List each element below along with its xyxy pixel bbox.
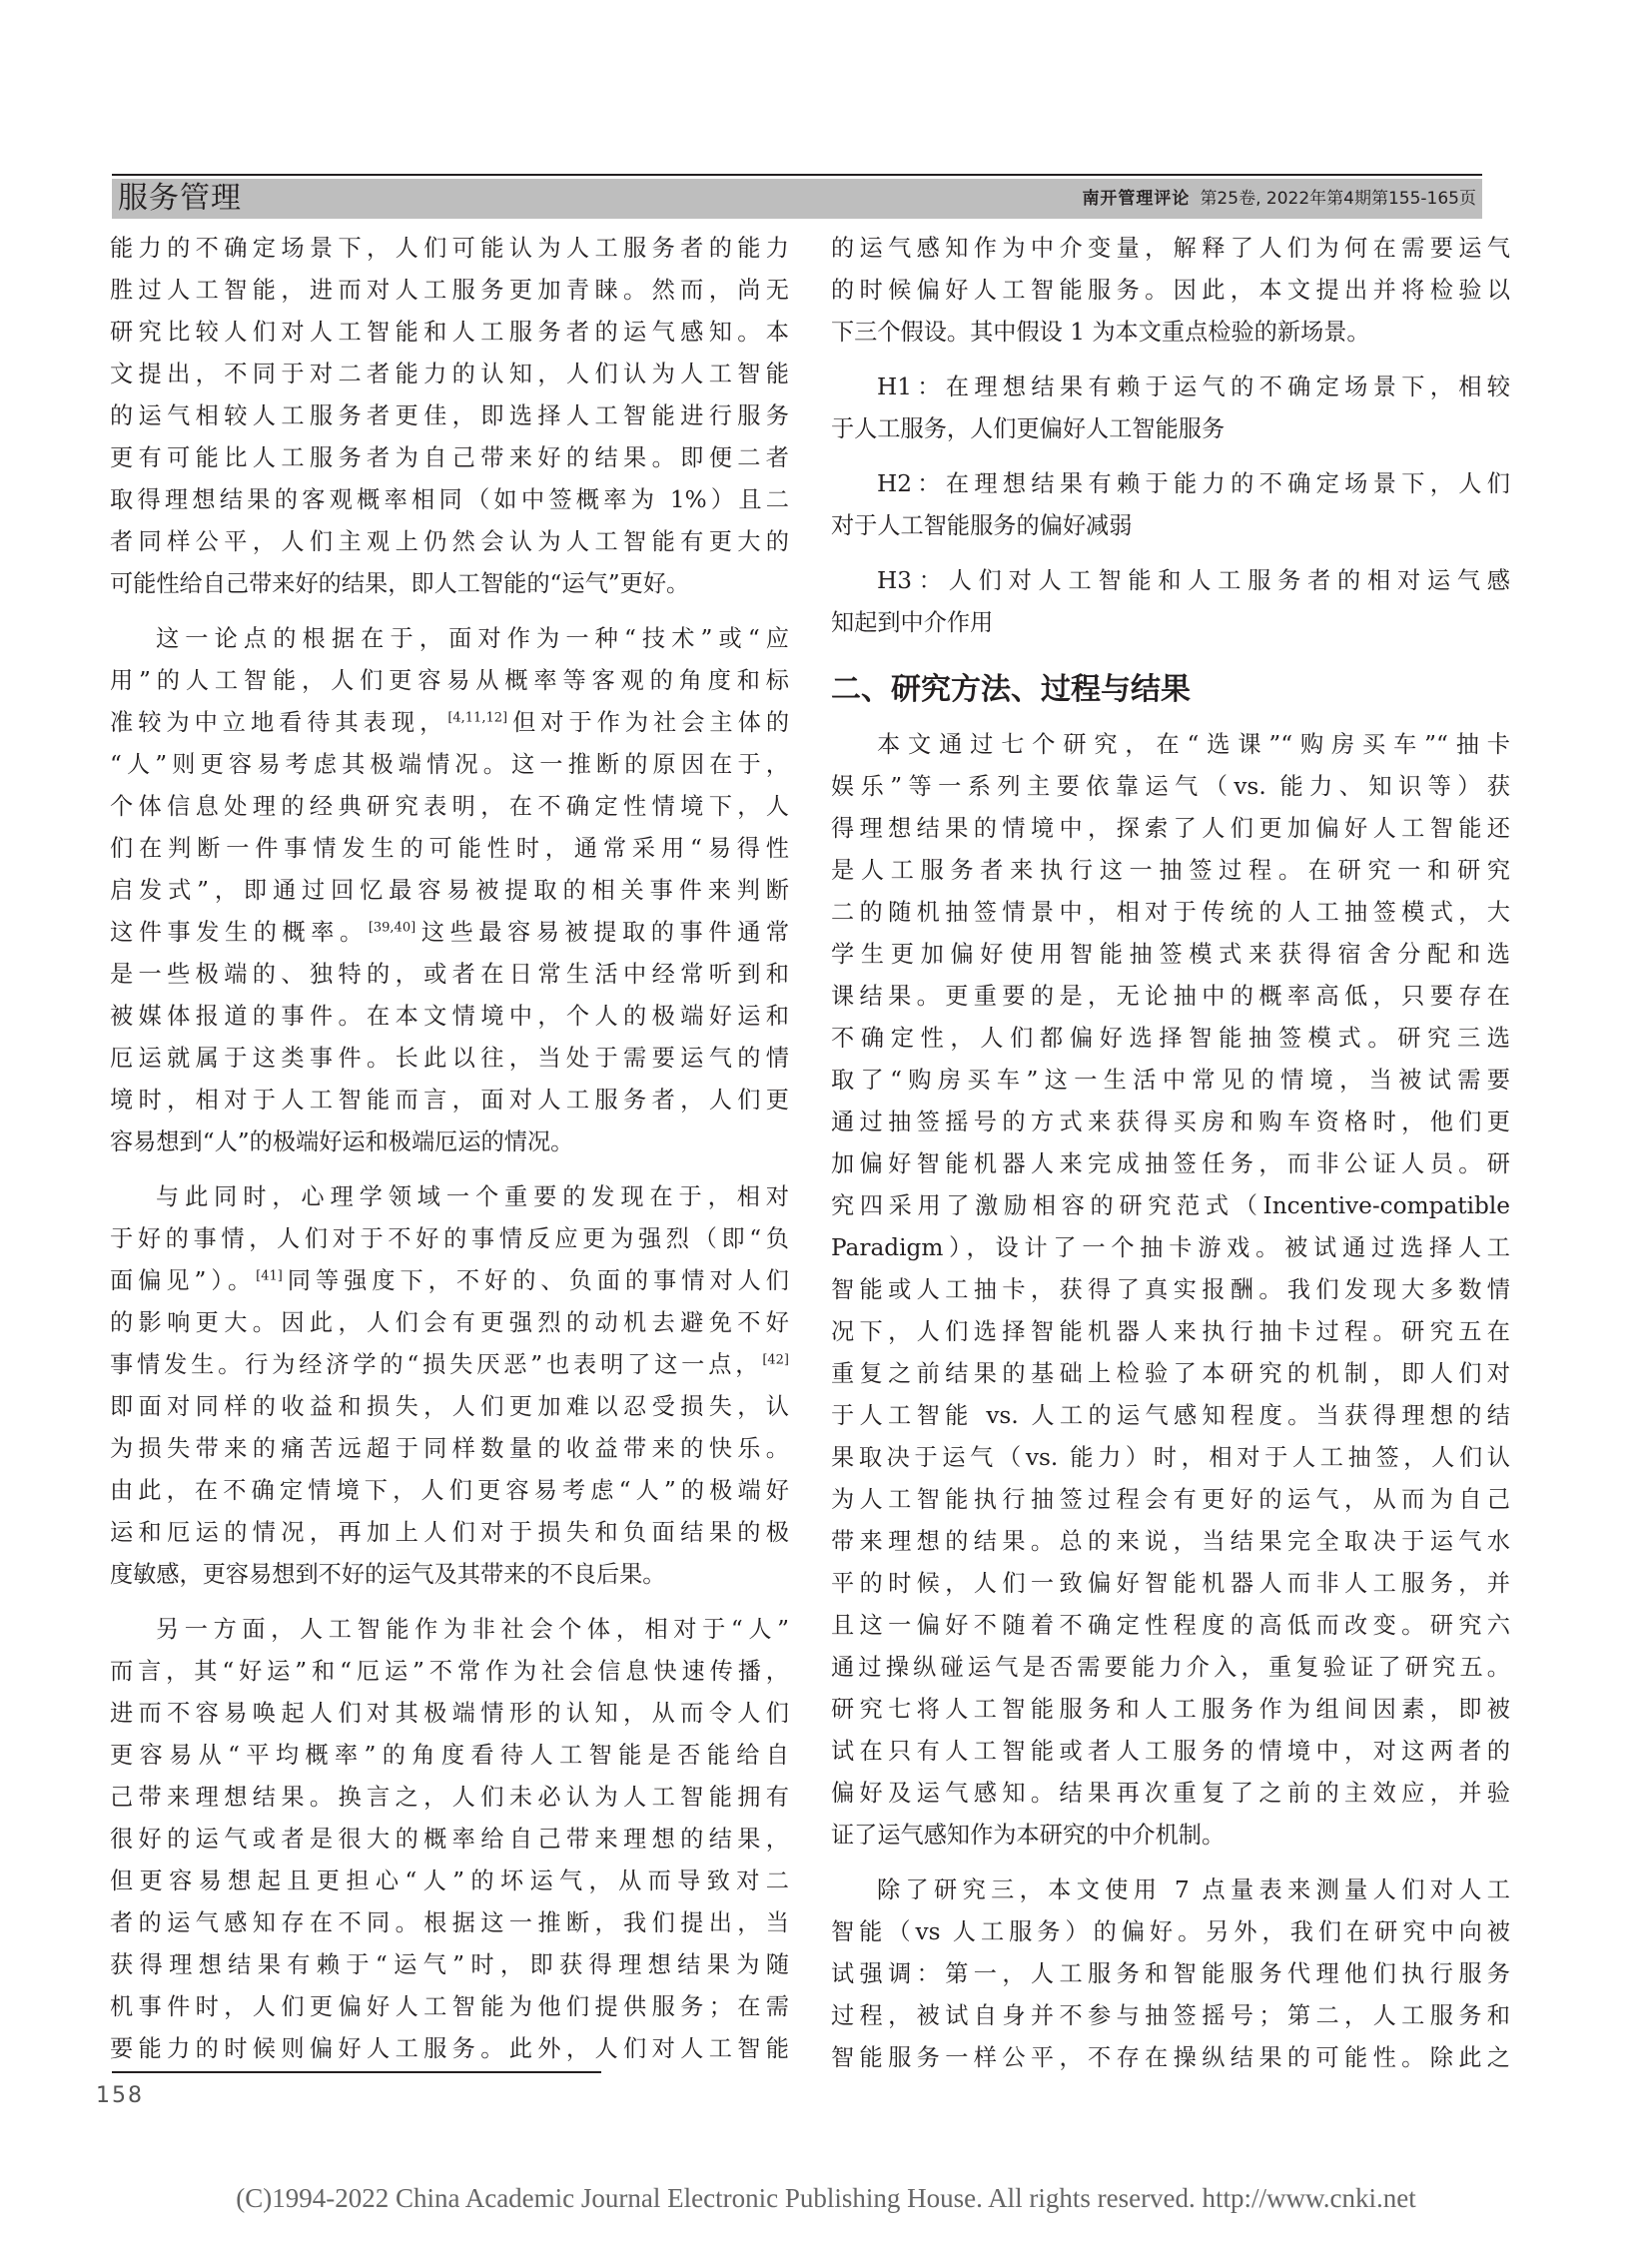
text-line	[110, 912, 789, 954]
text-line: 研究七将人工智能服务和人工服务作为组间因素，即被	[831, 1696, 1510, 1723]
text-line: 胜过人工智能，进而对人工服务更加青睐。然而，尚无	[110, 277, 789, 304]
text-line: 二的随机抽签情景中，相对于传统的人工抽签模式，大	[831, 899, 1510, 926]
journal-name: 南开管理评论	[1082, 189, 1191, 209]
text-fragment: 同等强度下，不好的、负面的事情对人们	[282, 1267, 789, 1294]
paragraph	[831, 228, 1510, 354]
text-line: 试在只有人工智能或者人工服务的情境中，对这两者的	[831, 1738, 1510, 1765]
text-line: 容易想到“人”的极端好运和极端厄运的情况。	[110, 1128, 574, 1155]
citation[interactable]: [39,40]	[368, 920, 416, 936]
header-rule	[112, 174, 1482, 176]
text-line: H1：在理想结果有赖于运气的不确定场景下，相较	[877, 374, 1510, 400]
text-line: 于人工智能 vs. 人工的运气感知程度。当获得理想的结	[831, 1402, 1510, 1429]
text-line: Paradigm），设计了一个抽卡游戏。被试通过选择人工	[831, 1234, 1510, 1261]
text-line: “人”则更容易考虑其极端情况。这一推断的原因在于，	[110, 751, 789, 778]
text-line: 己带来理想结果。换言之，人们未必认为人工智能拥有	[110, 1784, 789, 1811]
text-line: 不确定性，人们都偏好选择智能抽签模式。研究三选	[831, 1025, 1510, 1052]
text-line: 能力的不确定场景下，人们可能认为人工服务者的能力	[110, 235, 789, 262]
text-line: 度敏感，更容易想到不好的运气及其带来的不良后果。	[110, 1561, 666, 1588]
text-line: 者的运气感知存在不同。根据这一推断，我们提出，当	[110, 1909, 789, 1936]
text-line	[110, 1260, 789, 1302]
text-line: 为损失带来的痛苦远超于同样数量的收益带来的快乐。	[110, 1435, 789, 1462]
text-line: 者同样公平，人们主观上仍然会认为人工智能有更大的	[110, 528, 789, 555]
text-line: 的运气感知作为中介变量，解释了人们为何在需要运气	[831, 235, 1510, 262]
text-line: 于好的事情，人们对于不好的事情反应更为强烈（即“负	[110, 1225, 789, 1252]
text-line: 果取决于运气（vs. 能力）时，相对于人工抽签，人们认	[831, 1444, 1510, 1471]
text-line	[110, 702, 789, 744]
text-line: 得理想结果的情境中，探索了人们更加偏好人工智能还	[831, 815, 1510, 842]
text-line: 重复之前结果的基础上检验了本研究的机制，即人们对	[831, 1360, 1510, 1387]
text-line: 即面对同样的收益和损失，人们更加难以忍受损失，认	[110, 1393, 789, 1420]
text-line: 且这一偏好不随着不确定性程度的高低而改变。研究六	[831, 1612, 1510, 1639]
text-line: 个体信息处理的经典研究表明，在不确定性情境下，人	[110, 793, 789, 820]
text-line: 境时，相对于人工智能而言，面对人工服务者，人们更	[110, 1087, 789, 1114]
page-number: 158	[96, 2083, 144, 2108]
text-fragment: 面偏见”）。	[110, 1267, 257, 1294]
text-line: 偏好及运气感知。结果再次重复了之前的主效应，并验	[831, 1780, 1510, 1807]
text-line: 可能性给自己带来好的结果，即人工智能的“运气”更好。	[110, 570, 690, 597]
text-line: 用”的人工智能，人们更容易从概率等客观的角度和标	[110, 667, 789, 694]
text-line: 研究比较人们对人工智能和人工服务者的运气感知。本	[110, 319, 789, 346]
journal-info	[1082, 186, 1476, 212]
hypothesis-2	[831, 463, 1510, 547]
text-line: 的影响更大。因此，人们会有更强烈的动机去避免不好	[110, 1309, 789, 1336]
text-line: 于人工服务，人们更偏好人工智能服务	[831, 415, 1226, 442]
text-line: 文提出，不同于对二者能力的认知，人们认为人工智能	[110, 361, 789, 387]
text-line: 况下，人们选择智能机器人来执行抽卡过程。研究五在	[831, 1318, 1510, 1345]
text-line: 通过操纵碰运气是否需要能力介入，重复验证了研究五。	[831, 1654, 1510, 1681]
text-line: 带来理想的结果。总的来说，当结果完全取决于运气水	[831, 1528, 1510, 1555]
paragraph	[110, 1609, 789, 2070]
text-fragment: 事情发生。行为经济学的“损失厌恶”也表明了这一点，	[110, 1351, 763, 1378]
text-line: 知起到中介作用	[831, 609, 994, 636]
paragraph	[831, 1869, 1510, 2079]
text-line: H2：在理想结果有赖于能力的不确定场景下，人们	[877, 470, 1510, 497]
text-line: 的运气相较人工服务者更佳，即选择人工智能进行服务	[110, 402, 789, 429]
text-line: 学生更加偏好使用智能抽签模式来获得宿舍分配和选	[831, 941, 1510, 968]
text-line: 取了“购房买车”这一生活中常见的情境，当被试需要	[831, 1067, 1510, 1094]
text-line: 这一论点的根据在于，面对作为一种“技术”或“应	[156, 625, 789, 652]
text-line: 更有可能比人工服务者为自己带来好的结果。即便二者	[110, 444, 789, 471]
footer-rule	[112, 2071, 601, 2073]
section-heading: 二、研究方法、过程与结果	[831, 672, 1191, 707]
text-fragment: 准较为中立地看待其表现，	[110, 709, 448, 736]
citation[interactable]: [41]	[256, 1268, 283, 1284]
paragraph	[110, 228, 789, 605]
text-fragment: 这件事发生的概率。	[110, 919, 369, 946]
text-line: 通过抽签摇号的方式来获得买房和购车资格时，他们更	[831, 1109, 1510, 1135]
text-line: 是人工服务者来执行这一抽签过程。在研究一和研究	[831, 857, 1510, 884]
text-line: 很好的运气或者是很大的概率给自己带来理想的结果，	[110, 1826, 789, 1853]
hypothesis-1	[831, 367, 1510, 450]
text-line: 智能或人工抽卡，获得了真实报酬。我们发现大多数情	[831, 1276, 1510, 1303]
text-line: 智能（vs 人工服务）的偏好。另外，我们在研究中向被	[831, 1918, 1510, 1945]
text-line: 进而不容易唤起人们对其极端情形的认知，从而令人们	[110, 1700, 789, 1727]
text-line: 的时候偏好人工智能服务。因此，本文提出并将检验以	[831, 277, 1510, 304]
citation[interactable]: [4,11,12]	[447, 710, 508, 726]
text-line: 更容易从“平均概率”的角度看待人工智能是否能给自	[110, 1742, 789, 1769]
text-line: 加偏好智能机器人来完成抽签任务，而非公证人员。研	[831, 1150, 1510, 1177]
text-fragment: 这些最容易被提取的事件通常	[415, 919, 789, 946]
text-line: 本文通过七个研究，在“选课”“购房买车”“抽卡	[877, 731, 1510, 758]
text-line: 过程，被试自身并不参与抽签摇号；第二，人工服务和	[831, 2002, 1510, 2029]
journal-volume-info: 第25卷, 2022年第4期第155-165页	[1200, 189, 1476, 209]
section-name: 服务管理	[118, 181, 242, 216]
text-line: 试强调：第一，人工服务和智能服务代理他们执行服务	[831, 1960, 1510, 1987]
text-line: H3：人们对人工智能和人工服务者的相对运气感	[877, 567, 1510, 594]
text-line: 被媒体报道的事件。在本文情境中，个人的极端好运和	[110, 1003, 789, 1030]
text-line: 取得理想结果的客观概率相同（如中签概率为 1%）且二	[110, 486, 789, 513]
hypothesis-3	[831, 560, 1510, 644]
text-line: 另一方面，人工智能作为非社会个体，相对于“人”	[156, 1616, 789, 1643]
text-line: 对于人工智能服务的偏好减弱	[831, 512, 1133, 539]
text-line: 除了研究三，本文使用 7 点量表来测量人们对人工	[877, 1876, 1510, 1903]
text-line: 机事件时，人们更偏好人工智能为他们提供服务；在需	[110, 1993, 789, 2020]
text-line: 下三个假设。其中假设 1 为本文重点检验的新场景。	[831, 319, 1370, 346]
text-line: 平的时候，人们一致偏好智能机器人而非人工服务，并	[831, 1570, 1510, 1597]
text-line: 是一些极端的、独特的，或者在日常生活中经常听到和	[110, 961, 789, 988]
text-line: 由此，在不确定情境下，人们更容易考虑“人”的极端好	[110, 1477, 789, 1504]
right-column	[831, 228, 1510, 2079]
text-fragment: 但对于作为社会主体的	[507, 709, 789, 736]
text-line: 与此同时，心理学领域一个重要的发现在于，相对	[156, 1183, 789, 1210]
text-line: 要能力的时候则偏好人工服务。此外，人们对人工智能	[110, 2035, 789, 2062]
text-line: 为人工智能执行抽签过程会有更好的运气，从而为自己	[831, 1486, 1510, 1513]
text-line: 启发式”，即通过回忆最容易被提取的相关事件来判断	[110, 877, 789, 904]
text-line: 运和厄运的情况，再加上人们对于损失和负面结果的极	[110, 1519, 789, 1546]
paragraph	[110, 1176, 789, 1596]
text-line: 证了运气感知作为本研究的中介机制。	[831, 1822, 1226, 1849]
text-line: 智能服务一样公平，不存在操纵结果的可能性。除此之	[831, 2044, 1510, 2071]
text-line: 娱乐”等一系列主要依靠运气（vs. 能力、知识等）获	[831, 773, 1510, 800]
text-line: 但更容易想起且更担心“人”的坏运气，从而导致对二	[110, 1868, 789, 1894]
text-line	[110, 1344, 789, 1386]
text-line: 究四采用了激励相容的研究范式（Incentive-compatible	[831, 1192, 1510, 1219]
left-column	[110, 228, 789, 2070]
text-line: 而言，其“好运”和“厄运”不常作为社会信息快速传播，	[110, 1658, 789, 1685]
text-line: 们在判断一件事情发生的可能性时，通常采用“易得性	[110, 835, 789, 862]
paragraph	[110, 618, 789, 1163]
text-line: 课结果。更重要的是，无论抽中的概率高低，只要存在	[831, 983, 1510, 1010]
paragraph	[831, 724, 1510, 1857]
text-line: 获得理想结果有赖于“运气”时，即获得理想结果为随	[110, 1951, 789, 1978]
copyright-notice: (C)1994-2022 China Academic Journal Electronic Publishing House. All rights reserved. http://www.cnki.net	[236, 2183, 1416, 2213]
text-line: 厄运就属于这类事件。长此以往，当处于需要运气的情	[110, 1045, 789, 1072]
citation[interactable]: [42]	[762, 1352, 789, 1368]
